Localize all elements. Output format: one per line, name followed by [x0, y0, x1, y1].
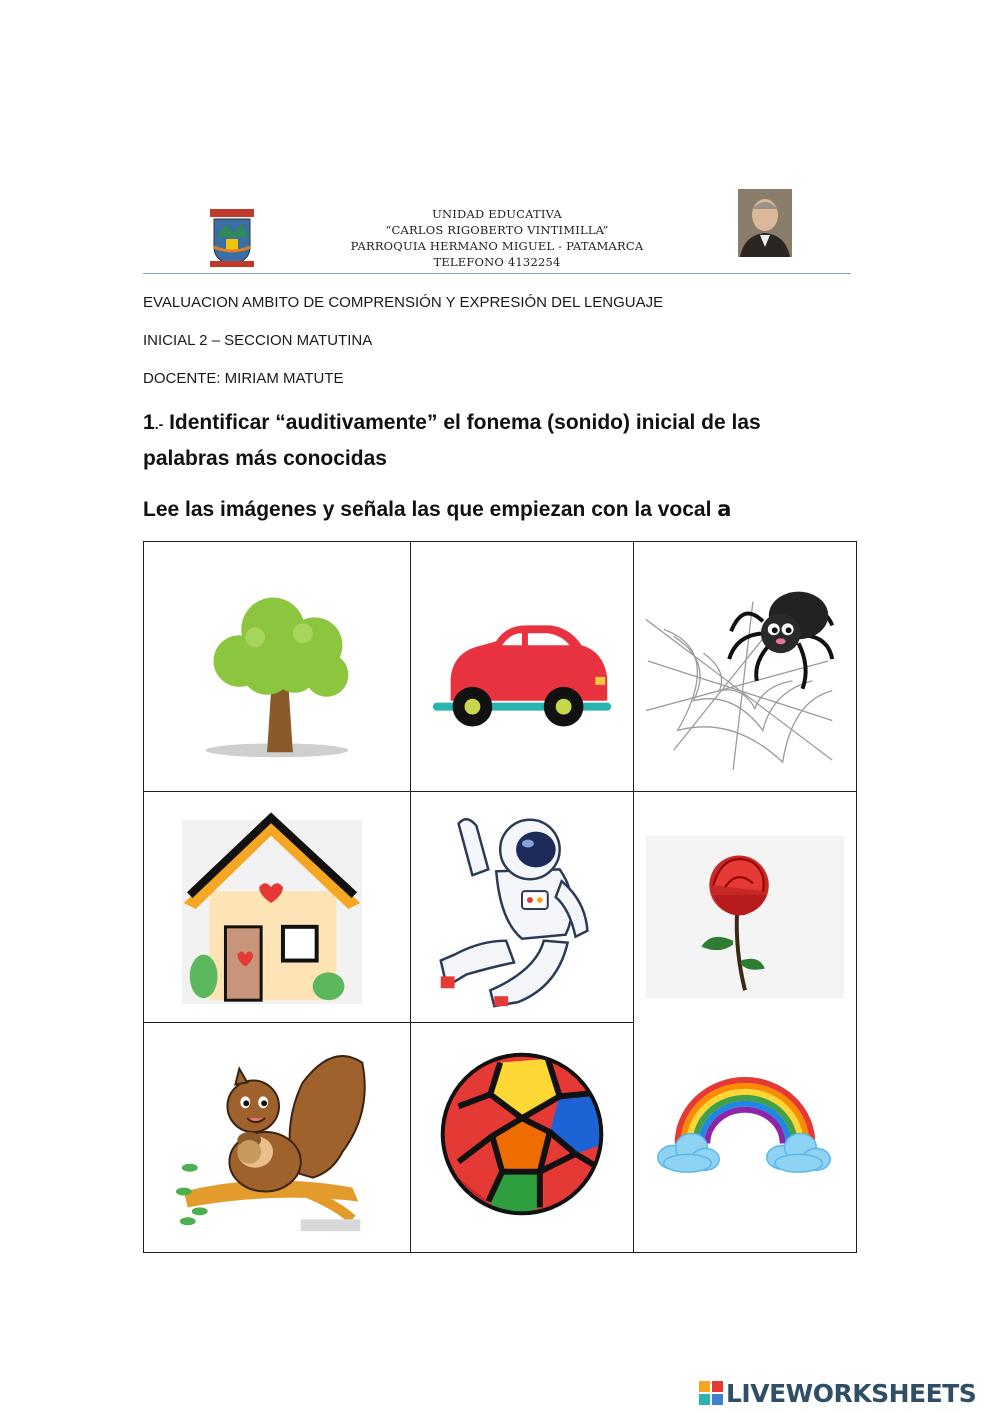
picture-cell-squirrel[interactable] — [143, 1022, 411, 1253]
teacher-name: DOCENTE: MIRIAM MATUTE — [143, 370, 344, 387]
question-number: 1 — [143, 411, 155, 434]
question-text-line2: palabras más conocidas — [143, 447, 387, 470]
evaluation-title: EVALUACION AMBITO DE COMPRENSIÓN Y EXPRESIÓN DEL LENGUAJE — [143, 294, 664, 311]
liveworksheets-brand — [698, 1378, 976, 1408]
ball-icon — [411, 1023, 633, 1252]
house-icon — [144, 792, 410, 1022]
class-level: INICIAL 2 – SECCION MATUTINA — [143, 332, 373, 349]
brand-name: LIVEWORKSHEETS — [726, 1378, 977, 1408]
founder-portrait-icon — [738, 189, 792, 257]
question-text-line1: Identificar “auditivamente” el fonema (sonido) inicial de las — [163, 411, 761, 434]
astronaut-icon — [411, 792, 633, 1022]
picture-cell-rainbow[interactable] — [633, 1022, 857, 1253]
picture-grid — [143, 541, 857, 1253]
school-header — [143, 185, 851, 275]
picture-cell-house[interactable] — [143, 791, 411, 1023]
instruction — [143, 491, 731, 528]
liveworksheets-logo-icon — [698, 1380, 724, 1406]
school-address-line: PARROQUIA HERMANO MIGUEL - PATAMARCA — [350, 239, 644, 253]
picture-cell-car[interactable] — [410, 541, 634, 792]
question-separator: .- — [154, 416, 164, 432]
question-title — [143, 405, 761, 442]
picture-cell-ball[interactable] — [410, 1022, 634, 1253]
picture-cell-spider[interactable] — [633, 541, 857, 792]
school-phone-line: TELEFONO 4132254 — [433, 255, 561, 269]
school-name-line: “CARLOS RIGOBERTO VINTIMILLA” — [385, 223, 609, 237]
picture-cell-rose[interactable] — [633, 791, 857, 1023]
picture-cell-tree[interactable] — [143, 541, 411, 792]
rose-icon — [634, 792, 856, 1022]
target-vowel: a — [717, 497, 732, 521]
squirrel-icon — [144, 1023, 410, 1252]
rainbow-icon — [634, 1022, 856, 1252]
tree-icon — [144, 542, 410, 791]
picture-cell-astronaut[interactable] — [410, 791, 634, 1023]
instruction-text: Lee las imágenes y señala las que empiezan con la vocal — [143, 498, 718, 521]
spider-icon — [634, 542, 856, 791]
car-icon — [411, 542, 633, 791]
header-divider — [143, 273, 851, 274]
school-name-line: UNIDAD EDUCATIVA — [432, 207, 562, 221]
